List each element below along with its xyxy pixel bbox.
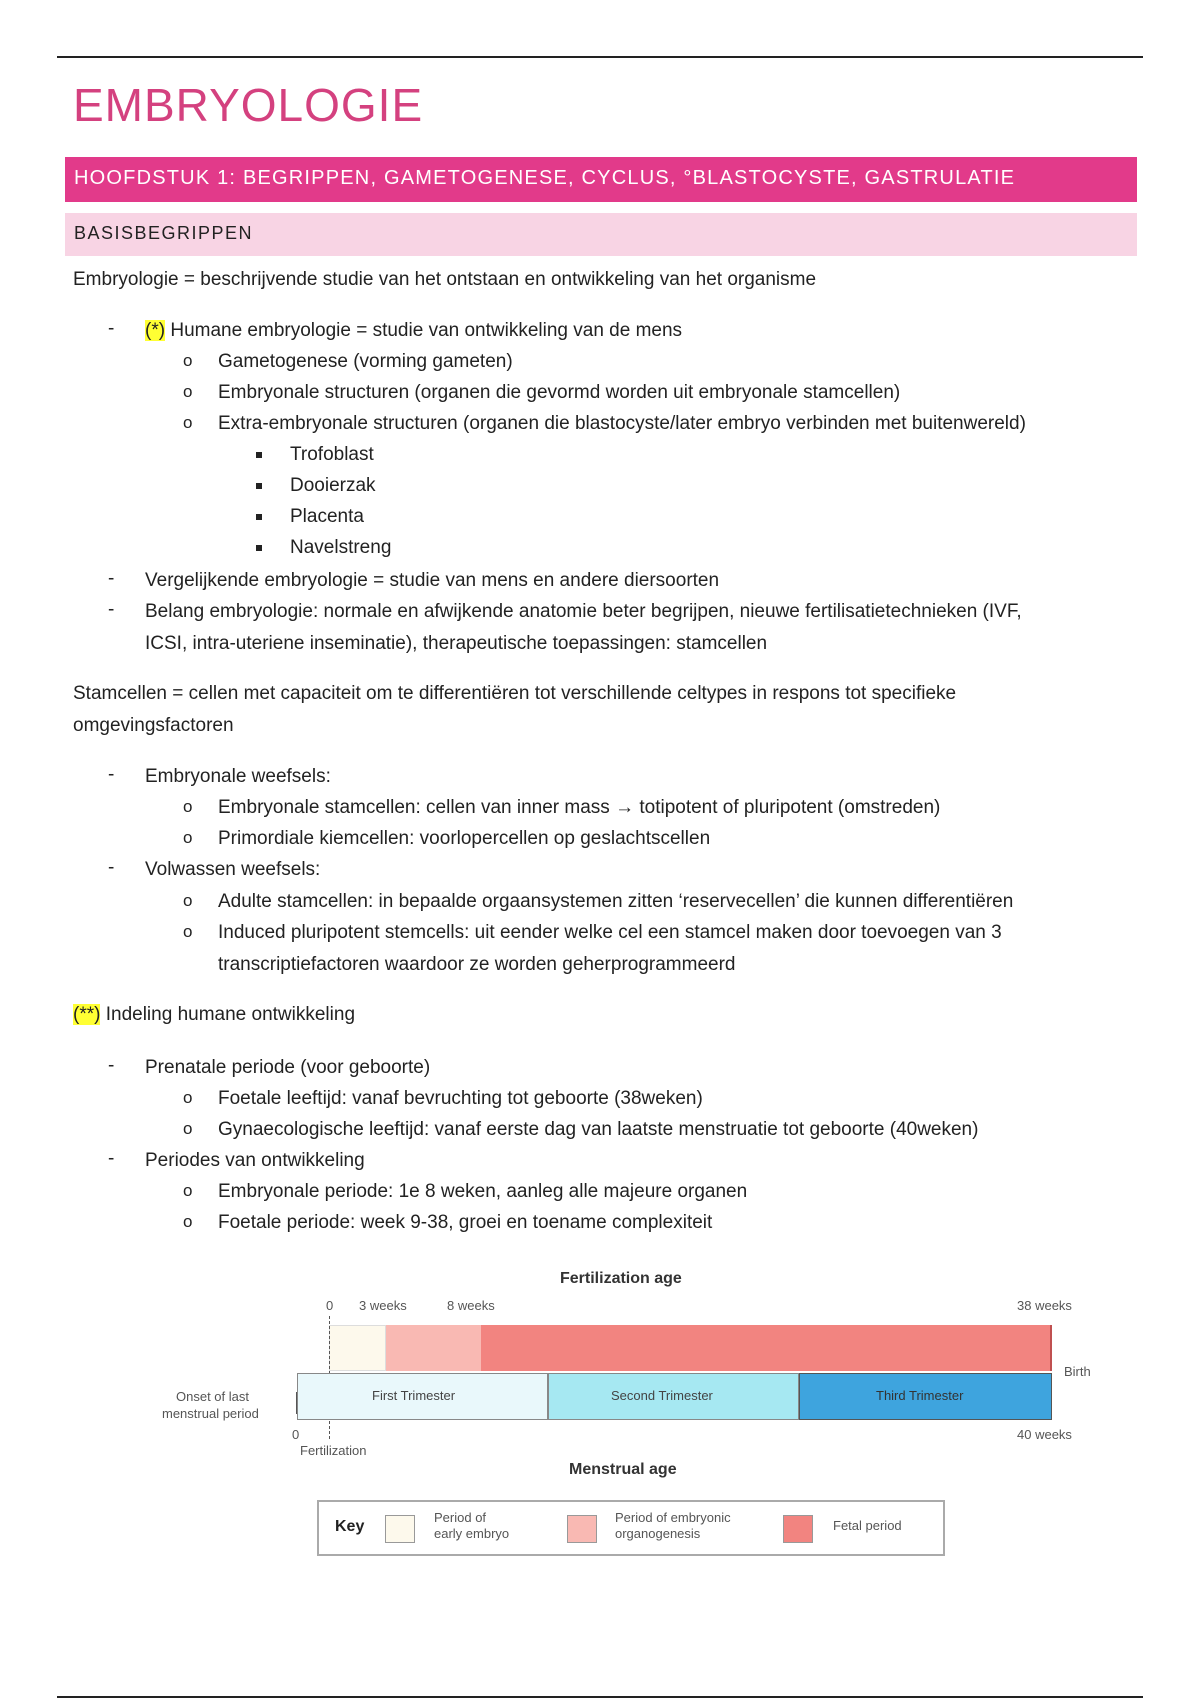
sub-list-item: Gynaecologische leeftijd: vanaf eerste dag van laatste menstruatie tot geboorte (40weken) [218, 1119, 979, 1140]
onset-label: Onset of last [176, 1389, 249, 1404]
list-item-text: Humane embryologie = studie van ontwikkeling van de mens [165, 320, 683, 341]
onset-label: menstrual period [162, 1406, 259, 1421]
top-tick-label: 0 [326, 1298, 334, 1313]
dash-bullet: - [108, 599, 115, 620]
circle-bullet: o [183, 1181, 193, 1200]
circle-bullet: o [183, 891, 193, 910]
legend-title: Key [335, 1518, 365, 1535]
paragraph [73, 1003, 355, 1027]
top-tick-label: 38 weeks [1017, 1298, 1072, 1313]
legend-swatch-organogenesis [567, 1515, 597, 1543]
trimester-label: Second Trimester [611, 1388, 713, 1403]
period-bar-early-embryo [329, 1325, 386, 1371]
circle-bullet: o [183, 1212, 193, 1231]
section-heading: BASISBEGRIPPEN [65, 213, 1137, 256]
sub-list-item: Primordiale kiemcellen: voorlopercellen op geslachtscellen [218, 828, 711, 849]
dash-bullet: - [108, 318, 115, 339]
chapter-heading: HOOFDSTUK 1: BEGRIPPEN, GAMETOGENESE, CYCLUS, °BLASTOCYSTE, GASTRULATIE [65, 157, 1137, 202]
x-axis-title: Menstrual age [569, 1461, 677, 1478]
square-bullet [256, 452, 262, 458]
list-item: Belang embryologie: normale en afwijkende anatomie beter begrijpen, nieuwe fertilisatietechnieken (IVF, [145, 601, 1022, 622]
list-item: Periodes van ontwikkeling [145, 1150, 365, 1171]
circle-bullet: o [183, 797, 193, 816]
square-bullet [256, 483, 262, 489]
square-bullet [256, 514, 262, 520]
legend-label: Period of [434, 1510, 487, 1525]
dash-bullet: - [108, 764, 115, 785]
top-tick-label: 8 weeks [447, 1298, 495, 1313]
circle-bullet: o [183, 1088, 193, 1107]
list-item: Prenatale periode (voor geboorte) [145, 1057, 431, 1078]
bottom-tick-label: 40 weeks [1017, 1427, 1072, 1442]
top-rule [57, 56, 1143, 58]
legend-label: early embryo [434, 1526, 510, 1541]
highlight-marker: (*) [145, 320, 166, 341]
circle-bullet: o [183, 828, 193, 847]
bottom-rule [57, 1696, 1143, 1698]
onset-arrow [296, 1392, 297, 1414]
list-item-continuation: ICSI, intra-uteriene inseminatie), therapeutische toepassingen: stamcellen [145, 633, 768, 654]
chart-title: Fertilization age [560, 1270, 682, 1287]
sub-list-item: Gametogenese (vorming gameten) [218, 351, 513, 372]
paragraph-text: Indeling humane ontwikkeling [100, 1004, 356, 1025]
circle-bullet: o [183, 351, 193, 370]
list-item: Embryonale weefsels: [145, 766, 331, 787]
sub-sub-list-item: Trofoblast [290, 444, 374, 465]
circle-bullet: o [183, 1119, 193, 1138]
sub-sub-list-item: Dooierzak [290, 475, 376, 496]
birth-label: Birth [1064, 1364, 1091, 1379]
sub-list-item: Embryonale stamcellen: cellen van inner mass → totipotent of pluripotent (omstreden) [218, 797, 941, 818]
dash-bullet: - [108, 857, 115, 878]
period-bar-fetal [481, 1325, 1052, 1371]
trimester-bar-second [548, 1373, 799, 1420]
fertilization-label: Fertilization [300, 1443, 367, 1458]
paragraph-continuation: omgevingsfactoren [73, 715, 234, 736]
dash-bullet: - [108, 568, 115, 589]
sub-list-item: Adulte stamcellen: in bepaalde orgaansystemen zitten ‘reservecellen’ die kunnen differentiëren [218, 891, 1014, 912]
paragraph: Embryologie = beschrijvende studie van het ontstaan en ontwikkeling van het organisme [73, 269, 817, 290]
dash-bullet: - [108, 1055, 115, 1076]
sub-list-item: Extra-embryonale structuren (organen die blastocyste/later embryo verbinden met buitenwereld) [218, 413, 1026, 434]
trimester-label: Third Trimester [876, 1388, 964, 1403]
legend-swatch-fetal [783, 1515, 813, 1543]
top-tick-label: 3 weeks [359, 1298, 407, 1313]
page-title: EMBRYOLOGIE [73, 79, 424, 131]
dash-bullet: - [108, 1148, 115, 1169]
sub-sub-list-item: Navelstreng [290, 537, 392, 558]
circle-bullet: o [183, 413, 193, 432]
sub-list-item: Foetale leeftijd: vanaf bevruchting tot geboorte (38weken) [218, 1088, 703, 1109]
circle-bullet: o [183, 922, 193, 941]
trimester-bar-first [297, 1373, 548, 1420]
sub-sub-list-item: Placenta [290, 506, 364, 527]
list-item [145, 319, 682, 343]
bottom-tick-label: 0 [292, 1427, 300, 1442]
legend-swatch-early-embryo [385, 1515, 415, 1543]
highlight-marker: (**) [73, 1004, 101, 1025]
sub-list-item: Embryonale structuren (organen die gevormd worden uit embryonale stamcellen) [218, 382, 901, 403]
legend-box [317, 1500, 945, 1556]
sub-list-item: Embryonale periode: 1e 8 weken, aanleg alle majeure organen [218, 1181, 748, 1202]
paragraph: Stamcellen = cellen met capaciteit om te differentiëren tot verschillende celtypes in respons tot specifieke [73, 683, 957, 704]
square-bullet [256, 545, 262, 551]
trimester-bar-third [799, 1373, 1052, 1420]
sub-list-item: Foetale periode: week 9-38, groei en toename complexiteit [218, 1212, 713, 1233]
legend-label: Period of embryonic [615, 1510, 731, 1525]
list-item: Volwassen weefsels: [145, 859, 321, 880]
list-item: Vergelijkende embryologie = studie van mens en andere diersoorten [145, 570, 720, 591]
legend-label: organogenesis [615, 1526, 701, 1541]
legend-label: Fetal period [833, 1518, 902, 1533]
sub-list-item-continuation: transcriptiefactoren waardoor ze worden geherprogrammeerd [218, 954, 736, 975]
trimester-label: First Trimester [372, 1388, 456, 1403]
period-bar-organogenesis [386, 1325, 481, 1371]
circle-bullet: o [183, 382, 193, 401]
sub-list-item: Induced pluripotent stemcells: uit eender welke cel een stamcel maken door toevoegen van 3 [218, 922, 1002, 943]
